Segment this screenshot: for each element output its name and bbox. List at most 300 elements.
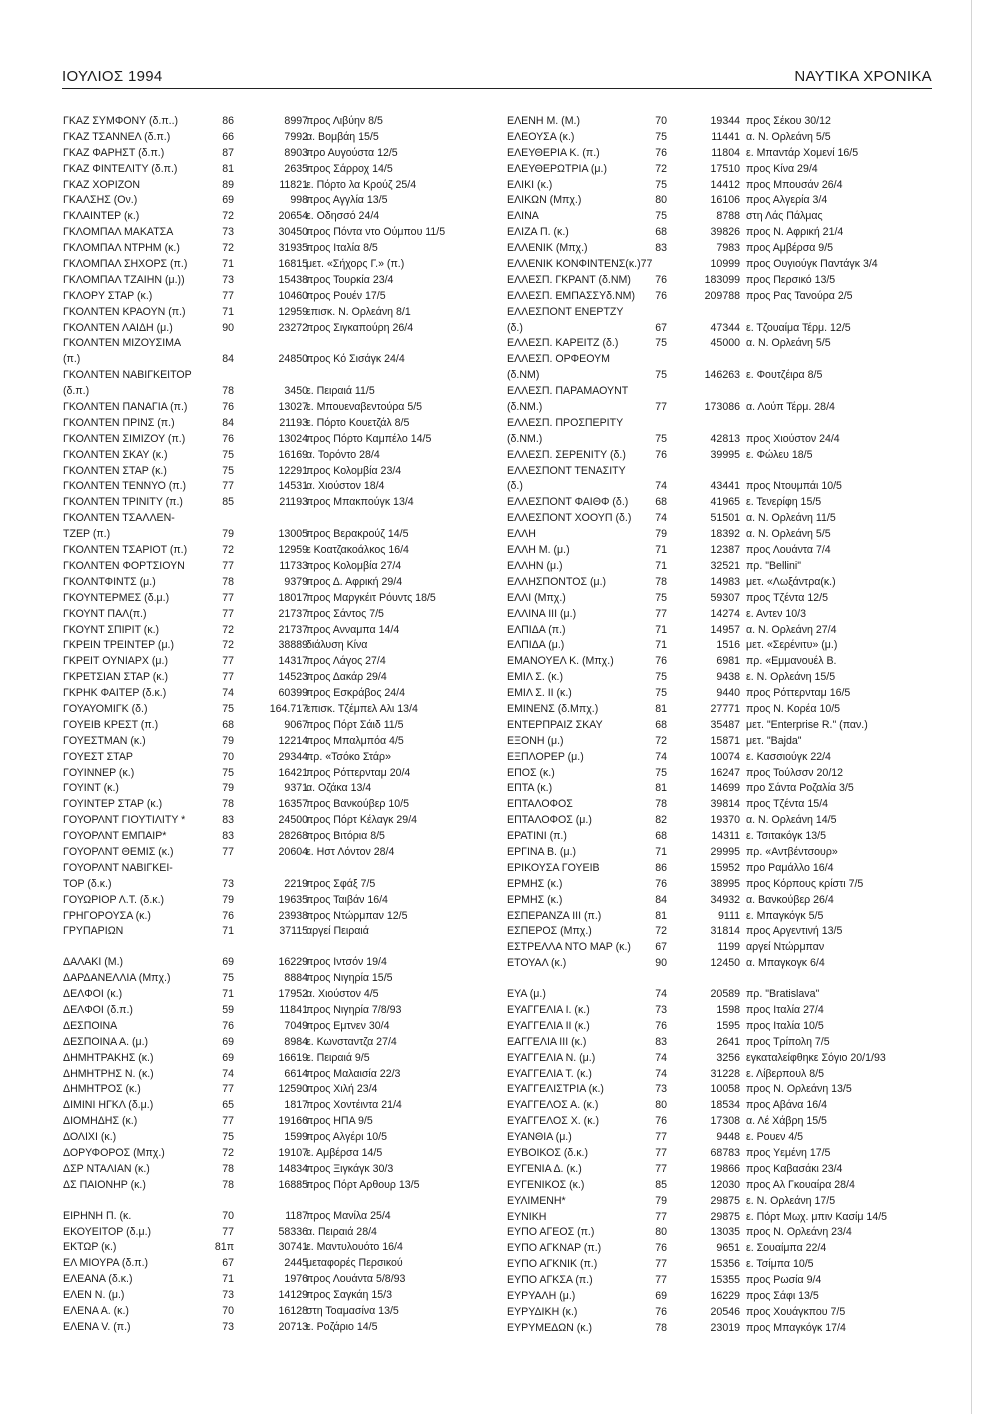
ship-year: 83 xyxy=(222,814,234,827)
ship-year: 79 xyxy=(222,893,234,906)
ship-row xyxy=(63,209,473,225)
ship-row xyxy=(507,924,927,940)
ship-tonnage: 8884 xyxy=(284,972,308,985)
ship-status: ε. Αμβέρσα 14/5 xyxy=(306,1147,383,1159)
ship-status: προς Λιβύην 8/5 xyxy=(306,115,383,127)
ship-status: εγκαταλείφθηκε Σόγιο 20/1/93 xyxy=(746,1051,886,1064)
ship-name: ΓΚΟΛΝΤΕΝ ΛΑΙΔΗ (μ.) xyxy=(63,321,173,334)
ship-status: ε. Κασσιούγκ 22/4 xyxy=(746,750,831,763)
ship-year: 79 xyxy=(655,1194,667,1207)
ship-status: διάλυση Κίνα xyxy=(306,639,368,652)
ship-tonnage: 14317 xyxy=(278,655,308,668)
ship-tonnage: 30741 xyxy=(278,1241,308,1254)
ship-year: 76 xyxy=(655,1019,667,1032)
ship-name: ΔΙΟΜΗΔΗΣ (κ.) xyxy=(63,1115,138,1128)
ship-row xyxy=(63,670,473,686)
ship-tonnage: 16128 xyxy=(278,1305,308,1318)
ship-row xyxy=(507,940,927,956)
ship-tonnage: 6614 xyxy=(284,1067,308,1080)
ship-row xyxy=(507,321,927,337)
ship-status: προς Τζέντα 15/4 xyxy=(746,798,828,811)
ship-name: ΕΛΠΙΔΑ (π.) xyxy=(507,623,566,636)
ship-tonnage: 11804 xyxy=(711,146,740,159)
ship-row xyxy=(507,1194,927,1210)
ship-status: προς Πόρτο Καμπέλο 14/5 xyxy=(306,432,432,445)
ship-year: 76 xyxy=(222,432,234,445)
ship-name: ΕΥΓΕΝΙΑ Δ. (κ.) xyxy=(507,1162,582,1175)
ship-status: προς Αλ Γκουαίρα 28/4 xyxy=(746,1178,855,1191)
ship-status: επισκ. Τζέμπελ Αλι 13/4 xyxy=(306,702,418,715)
ship-year: 81 xyxy=(222,162,234,175)
ship-status: προς Ντουμπάι 10/5 xyxy=(746,480,842,493)
ship-tonnage: 2219 xyxy=(284,877,308,890)
ship-year: 71 xyxy=(222,925,234,938)
ship-row xyxy=(507,352,927,368)
ship-row xyxy=(63,321,473,337)
ship-year: 72 xyxy=(222,639,234,652)
ship-tonnage: 11733 xyxy=(279,559,308,572)
ship-year: 71 xyxy=(222,1273,234,1286)
ship-name: ΔΕΛΦΟΙ (κ.) xyxy=(63,988,123,1001)
ship-tonnage: 18534 xyxy=(710,1099,740,1112)
ship-year: 72 xyxy=(222,544,234,557)
ship-year: 74 xyxy=(655,988,667,1001)
ship-status: προς Ρόττερνταμ 16/5 xyxy=(746,687,851,700)
ship-tonnage: 9379 xyxy=(284,575,308,588)
ship-name: ΕΜΙΛ Σ. ΙΙ (κ.) xyxy=(507,687,572,700)
ship-name: ΓΚΟΛΝΤΕΝ ΤΣΑΡΙΟΤ (π.) xyxy=(63,544,188,557)
ship-tonnage: 20546 xyxy=(710,1305,740,1318)
ship-row xyxy=(507,1241,927,1257)
ship-status: προς Χιλή 23/4 xyxy=(306,1083,378,1096)
ship-year: 77 xyxy=(222,559,234,572)
ship-row xyxy=(63,1019,473,1035)
ship-status: προς Εμτνεν 30/4 xyxy=(306,1019,390,1032)
ship-status: α. Λέ Χάβρη 15/5 xyxy=(746,1115,827,1128)
ship-name: ΕΛΛΕΣΠΟΝΤ ΤΕΝΑΣΙΤΥ xyxy=(507,464,626,477)
ship-row xyxy=(63,845,473,861)
ship-name: ΕΥΓΕΝΙΚΟΣ (κ.) xyxy=(507,1178,585,1191)
ship-tonnage: 16247 xyxy=(710,766,740,779)
ship-status: προς Αγγλία 13/5 xyxy=(306,194,388,207)
ship-status: ε. Ν. Ορλεάνη 15/5 xyxy=(746,671,836,684)
ship-status: προ Αυγούστα 12/5 xyxy=(306,146,398,159)
ship-status: προς Νιγηρία 7/8/93 xyxy=(306,1003,402,1016)
ship-year: 77 xyxy=(222,480,234,493)
ship-row xyxy=(507,575,927,591)
ship-tonnage: 21737 xyxy=(278,607,308,620)
ship-status: ε. Φουτζέιρα 8/5 xyxy=(746,369,823,382)
ship-year: 75 xyxy=(655,591,667,604)
ship-tonnage: 32521 xyxy=(710,559,740,572)
ship-name: ΕΥΑΝΘΙΑ (μ.) xyxy=(507,1131,572,1144)
ship-name: ΕΛΛΗΣΠΟΝΤΟΣ (μ.) xyxy=(507,575,607,588)
ship-row xyxy=(507,797,927,813)
ship-year: 78 xyxy=(222,798,234,811)
ship-status: προς Κό Σισάγκ 24/4 xyxy=(306,353,405,366)
ship-row xyxy=(63,1304,473,1320)
ship-tonnage: 19166 xyxy=(278,1115,308,1128)
ship-row xyxy=(63,702,473,718)
ship-year: 67 xyxy=(655,321,667,334)
ship-year: 77 xyxy=(655,1274,667,1287)
ship-row xyxy=(507,448,927,464)
ship-status: προς Αμβέρσα 9/5 xyxy=(746,242,834,255)
ship-row xyxy=(63,829,473,845)
ship-status: προς Βανκούβερ 10/5 xyxy=(306,798,410,811)
ship-tonnage: 16885 xyxy=(278,1178,308,1191)
ship-tonnage: 9371 xyxy=(284,782,308,795)
ship-status: ε. Τσιτακόγκ 13/5 xyxy=(746,830,826,843)
ship-status: ε. Μπαγκόγκ 5/5 xyxy=(746,909,824,922)
ship-year: 75 xyxy=(655,178,667,191)
ship-tonnage: 43441 xyxy=(710,480,740,493)
ship-row xyxy=(63,289,473,305)
ship-name: ΕΥΑ (μ.) xyxy=(507,988,546,1001)
ship-row xyxy=(63,718,473,734)
ship-status: προς Ν. Κορέα 10/5 xyxy=(746,702,841,715)
ship-row xyxy=(507,1003,927,1019)
ship-tonnage: 29344 xyxy=(278,750,308,763)
ship-year: 81 xyxy=(655,702,667,715)
ship-tonnage: 60399 xyxy=(278,687,308,700)
ship-name: ΕΛΕΥΘΕΡΩΤΡΙΑ (μ.) xyxy=(507,162,607,175)
ship-year: 74 xyxy=(655,480,667,493)
ship-name: ΕΚΟΥΕΙΤΟΡ (δ.μ.) xyxy=(63,1225,152,1238)
ship-year: 83 xyxy=(655,242,667,255)
ship-year: 66 xyxy=(222,130,234,143)
ship-status: προς Σιγκαπούρη 26/4 xyxy=(306,321,414,334)
ship-row xyxy=(63,432,473,448)
ship-name: ΓΚΑΖ ΣΥΜΦΟΝΥ (δ.π..) xyxy=(63,115,179,127)
ship-name: ΤΖΕΡ (π.) xyxy=(63,528,111,541)
ship-name: ΓΚΡΕΙΝ ΤΡΕΙΝΤΕΡ (μ.) xyxy=(63,639,175,652)
ship-year: 76 xyxy=(655,289,667,302)
ship-status: α. Πειραιά 28/4 xyxy=(306,1225,377,1238)
ship-year: 86 xyxy=(655,861,667,874)
ship-tonnage: 18017 xyxy=(278,591,308,604)
ship-tonnage: 28268 xyxy=(278,830,308,843)
ship-name: ΔΕΣΠΟΙΝΑ Α. (μ.) xyxy=(63,1035,149,1048)
ship-year: 68 xyxy=(655,718,667,731)
ship-status: προς Σάντος 7/5 xyxy=(306,607,384,620)
ship-year: 84 xyxy=(222,416,234,429)
ship-row xyxy=(507,591,927,607)
ship-status: προς Αλγερία 3/4 xyxy=(746,194,828,207)
ship-row xyxy=(507,1178,927,1194)
ship-status: ε. Σουαίμπα 22/4 xyxy=(746,1242,827,1255)
ship-row xyxy=(507,623,927,639)
ship-name: ΕΛΛΕΝΙΚ (Μπχ.) xyxy=(507,242,588,255)
ship-tonnage: 3256 xyxy=(716,1051,740,1064)
issue-date: ΙΟΥΛΙΟΣ 1994 xyxy=(62,68,163,85)
ship-row xyxy=(63,1272,473,1288)
ship-status: προς Πόρτ Σάιδ 11/5 xyxy=(306,718,404,731)
ship-name: ΕΛΛΕΣΠΟΝΤ ΕΝΕΡΤΖΥ xyxy=(507,305,624,318)
ship-row xyxy=(507,1035,927,1051)
ship-year: 76 xyxy=(655,1242,667,1255)
ship-year: 77 xyxy=(222,591,234,604)
ship-year: 78 xyxy=(222,575,234,588)
ship-row xyxy=(507,1210,927,1226)
ship-status: ε. Πόρτο λα Κρούζ 25/4 xyxy=(306,178,417,191)
ship-status: προς Λουάντα 5/8/93 xyxy=(306,1273,406,1286)
ship-status: ε. Ρουεν 4/5 xyxy=(746,1131,804,1144)
ship-tonnage: 1187 xyxy=(285,1209,308,1222)
ship-name: ΕΛΛΗ xyxy=(507,528,536,541)
ship-year: 71 xyxy=(655,559,667,572)
ship-tonnage: 8984 xyxy=(284,1035,308,1048)
ship-name: ΕΛΛΕΝΙΚ ΚΟΝΦΙΝΤΕΝΣ(κ.)77 xyxy=(507,258,653,271)
ship-row xyxy=(507,813,927,829)
ship-row xyxy=(63,495,473,511)
ship-tonnage: 21193 xyxy=(279,496,308,509)
ship-row xyxy=(63,861,473,877)
ship-tonnage: 27771 xyxy=(710,702,740,715)
ship-status: προς Τρίπολη 7/5 xyxy=(746,1035,830,1048)
ship-row xyxy=(507,845,927,861)
ship-name: ΓΚΟΛΝΤΕΝ ΤΣΑΛΛΕΝ- xyxy=(63,512,175,525)
ship-year: 68 xyxy=(655,496,667,509)
ship-tonnage: 20589 xyxy=(710,988,740,1001)
ship-status: προς Λάγος 27/4 xyxy=(306,655,386,668)
ship-name: ΓΡΥΠΑΡΙΩΝ xyxy=(63,925,124,938)
ship-row xyxy=(63,1240,473,1256)
ship-tonnage: 173086 xyxy=(704,401,740,414)
ship-name: ΕΛΛΕΣΠ. ΕΜΠΑΣΣΥδ.ΝΜ) xyxy=(507,289,635,302)
ship-name: (δ.ΝΜ.) xyxy=(507,401,543,414)
ship-name: ΔΣΡ ΝΤΑΛΙΑΝ (κ.) xyxy=(63,1162,150,1175)
ship-name: ΕΛΛΕΣΠΟΝΤ ΧΟΟΥΠ (δ.) xyxy=(507,512,632,525)
ship-name: ΕΛΛΕΣΠ. ΟΡΦΕΟΥΜ xyxy=(507,353,610,366)
ship-tonnage: 14834 xyxy=(278,1162,308,1175)
ship-status: ε. Μαντυλουότο 16/4 xyxy=(306,1241,403,1254)
ship-year: 73 xyxy=(655,1003,667,1016)
ship-year: 76 xyxy=(222,909,234,922)
ship-name: ΕΛ ΜΙΟΥΡΑ (δ.π.) xyxy=(63,1257,149,1270)
ship-tonnage: 34932 xyxy=(710,893,740,906)
ship-name: ΕΡΜΗΣ (κ.) xyxy=(507,877,563,890)
ship-name: ΕΛΕΝΗ Μ. (Μ.) xyxy=(507,115,580,127)
ship-status: μετ. «Σήχορς Γ.» (π.) xyxy=(306,258,405,271)
ship-year: 77 xyxy=(222,671,234,684)
ship-year: 75 xyxy=(222,448,234,461)
ship-year: 68 xyxy=(655,830,667,843)
ship-tonnage: 11841 xyxy=(279,1003,308,1016)
ship-row xyxy=(507,1162,927,1178)
ship-tonnage: 12959 xyxy=(278,544,308,557)
ship-tonnage: 29875 xyxy=(710,1194,740,1207)
ship-name: ΕΛΕΥΘΕΡΙΑ Κ. (π.) xyxy=(507,146,600,159)
ship-name: ΓΚΟΛΝΤΕΝ ΤΕΝΝΥΟ (π.) xyxy=(63,480,187,493)
ship-tonnage: 12291 xyxy=(278,464,308,477)
ship-name: ΓΚΛΟΡΥ ΣΤΑΡ (κ.) xyxy=(63,289,153,302)
ship-name: ΕΛΛΕΣΠ. ΠΑΡΑΜΑΟΥΝΤ xyxy=(507,385,629,398)
ship-name: ΕΛΛΗ Μ. (μ.) xyxy=(507,544,570,557)
ship-row xyxy=(507,638,927,654)
ship-year: 85 xyxy=(655,1178,667,1191)
ship-name: ΕΥΠΟ ΑΓΕΟΣ (π.) xyxy=(507,1226,595,1239)
page-edge-line xyxy=(971,0,972,1414)
ship-year: 76 xyxy=(222,401,234,414)
ship-tonnage: 12214 xyxy=(278,734,308,747)
ship-row xyxy=(63,193,473,209)
ship-name: ΕΛΛΕΣΠ. ΠΡΟΣΠΕΡΙΤΥ xyxy=(507,416,624,429)
ship-year: 70 xyxy=(222,750,234,763)
ship-row xyxy=(507,1130,927,1146)
ship-tonnage: 23019 xyxy=(710,1321,740,1334)
ship-status: προς Ταιβάν 16/4 xyxy=(306,893,388,906)
ship-name: ΕΥΡΥΜΕΔΩΝ (κ.) xyxy=(507,1321,593,1334)
ship-name: ΕΥΑΓΓΕΛΟΣ Χ. (κ.) xyxy=(507,1115,599,1128)
ship-year: 71 xyxy=(655,623,667,636)
ship-name: ΕΞΟΝΗ (μ.) xyxy=(507,734,564,747)
ship-name: ΕΜΑΝΟΥΕΛ Κ. (Μπχ.) xyxy=(507,655,614,668)
ship-row xyxy=(63,1051,473,1067)
ship-status: προς Ρωσία 9/4 xyxy=(746,1274,822,1287)
ship-name: ΓΚΑΖ ΦΑΡΗΣΤ (δ.π.) xyxy=(63,146,165,159)
ship-tonnage: 1976 xyxy=(284,1273,308,1286)
ship-name: ΔΟΡΥΦΟΡΟΣ (Μπχ.) xyxy=(63,1147,165,1159)
ship-tonnage: 38995 xyxy=(710,877,740,890)
ship-row xyxy=(507,511,927,527)
ship-row xyxy=(63,1162,473,1178)
ship-row xyxy=(507,1289,927,1305)
ship-tonnage: 14129 xyxy=(278,1289,308,1302)
ship-tonnage: 14274 xyxy=(710,607,740,620)
ship-year: 76 xyxy=(655,877,667,890)
ship-name: ΕΛΠΙΔΑ (μ.) xyxy=(507,639,565,652)
ship-tonnage: 16619 xyxy=(278,1051,308,1064)
ship-name: ΓΚΟΛΝΤΕΝ ΣΚΑΥ (κ.) xyxy=(63,448,168,461)
ship-row xyxy=(507,305,927,321)
ship-tonnage: 16229 xyxy=(710,1290,740,1303)
ship-row xyxy=(507,956,927,972)
ship-row xyxy=(507,257,927,273)
ship-name: ΔΟΛΙΧΙ (κ.) xyxy=(63,1131,117,1144)
left-column xyxy=(63,114,473,1336)
ship-tonnage: 19370 xyxy=(710,814,740,827)
ship-tonnage: 16229 xyxy=(278,956,308,969)
ship-tonnage: 13035 xyxy=(710,1226,740,1239)
ship-name: ΕΛΛΕΣΠ. ΓΚΡΑΝΤ (δ.ΝΜ) xyxy=(507,273,631,286)
ship-name: ΓΡΗΓΟΡΟΥΣΑ (κ.) xyxy=(63,909,151,922)
ship-tonnage: 47344 xyxy=(710,321,740,334)
ship-status: προς Ρας Τανούρα 2/5 xyxy=(746,289,853,302)
ship-year: 86 xyxy=(222,115,234,127)
ship-name: ΕΥΑΓΓΕΛΙΑ ΙΙ (κ.) xyxy=(507,1019,590,1032)
ship-year: 80 xyxy=(655,194,667,207)
ship-tonnage: 20654 xyxy=(278,210,308,223)
ship-name: ΕΥΛΙΜΕΝΗ* xyxy=(507,1194,566,1207)
ship-year: 80 xyxy=(655,1099,667,1112)
ship-name: ΓΚΟΛΝΤΕΝ ΦΟΡΤΣΙΟΥΝ xyxy=(63,559,185,572)
ship-name: ΕΝΤΕΡΠΡΑΙΖ ΣΚΑΥ xyxy=(507,718,603,731)
ship-name: ΕΥΑΓΓΕΛΙΑ Ν. (μ.) xyxy=(507,1051,596,1064)
ship-row xyxy=(63,623,473,639)
ship-year: 77 xyxy=(655,1258,667,1271)
ship-row xyxy=(63,607,473,623)
ship-row xyxy=(63,352,473,368)
ship-name: ΕΛΛΙΝΑ ΙΙΙ (μ.) xyxy=(507,607,577,620)
ship-tonnage: 19635 xyxy=(278,893,308,906)
ship-row xyxy=(507,1114,927,1130)
ship-year: 78 xyxy=(655,798,667,811)
ship-name: ΓΚΛΑΙΝΤΕΡ (κ.) xyxy=(63,210,140,223)
ship-status: προς Μπαγκόγκ 17/4 xyxy=(746,1321,846,1334)
ship-name: ΓΚΟΛΝΤΕΝ ΤΡΙΝΙΤΥ (π.) xyxy=(63,496,183,509)
ship-status: προς Ντώρμπαν 12/5 xyxy=(306,909,408,922)
ship-year: 75 xyxy=(222,766,234,779)
ship-name: (δ.ΝΜ) xyxy=(507,369,540,382)
ship-status: ε. Πειραιά 11/5 xyxy=(306,385,375,398)
ship-year: 79 xyxy=(222,528,234,541)
ship-year: 77 xyxy=(655,1147,667,1159)
ship-status: προς Τουρκία 23/4 xyxy=(306,273,394,286)
ship-status: προς Αλγέρι 10/5 xyxy=(306,1131,388,1144)
ship-status: ε. Πόρτο Κουετζάλ 8/5 xyxy=(306,416,410,429)
ship-name: ΤΟΡ (δ.κ.) xyxy=(63,877,112,890)
ship-status: προς Ιταλία 10/5 xyxy=(746,1019,824,1032)
ship-row xyxy=(507,1082,927,1098)
ship-year: 74 xyxy=(655,512,667,525)
ship-year: 71 xyxy=(222,988,234,1001)
ship-name: ΕΠΟΣ (κ.) xyxy=(507,766,555,779)
ship-tonnage: 30450 xyxy=(278,226,308,239)
ship-tonnage: 19344 xyxy=(710,115,740,127)
ship-status: α. Ν. Ορλεάνη 5/5 xyxy=(746,130,831,143)
ship-row xyxy=(507,1051,927,1067)
ship-name: ΔΕΣΠΟΙΝΑ xyxy=(63,1019,118,1032)
ship-tonnage: 9067 xyxy=(284,718,308,731)
ship-name: ΕΜΙΝΕΝΣ (δ.Μπχ.) xyxy=(507,702,599,715)
ship-year: 77 xyxy=(222,289,234,302)
ship-row xyxy=(507,670,927,686)
ship-row xyxy=(63,638,473,654)
ship-tonnage: 15871 xyxy=(710,734,740,747)
ship-name: ΓΚΑΖ ΦΙΝΤΕΛΙΤΥ (δ.π.) xyxy=(63,162,178,175)
ship-year: 78 xyxy=(222,1162,234,1175)
ship-tonnage: 21737 xyxy=(278,623,308,636)
ship-row xyxy=(507,1305,927,1321)
ship-tonnage: 14311 xyxy=(711,830,740,843)
ship-tonnage: 16169 xyxy=(278,448,308,461)
ship-name: ΓΟΥΟΡΛΝΤ ΝΑΒΙΓΚΕΙ- xyxy=(63,861,173,874)
ship-status: προς Μαλαισία 22/3 xyxy=(306,1067,401,1080)
ship-tonnage: 41965 xyxy=(710,496,740,509)
ship-row xyxy=(507,543,927,559)
ship-year: 72 xyxy=(222,623,234,636)
ship-tonnage: 209788 xyxy=(704,289,740,302)
ship-tonnage: 39995 xyxy=(710,448,740,461)
ship-year: 67 xyxy=(655,941,667,954)
ship-status: προς Χουάγκπου 7/5 xyxy=(746,1305,846,1318)
ship-year: 73 xyxy=(222,1320,234,1333)
ship-name: ΓΚΛΟΜΠΑΛ ΤΖΑΙΗΝ (μ.)) xyxy=(63,273,185,286)
ship-year: 71 xyxy=(655,639,667,652)
ship-status: πρ. «Τσόκο Στάρ» xyxy=(306,750,391,763)
ship-status: προς Ουγιούγκ Παντάγκ 3/4 xyxy=(746,258,878,271)
ship-name: ΓΟΥΙΝΝΕΡ (κ.) xyxy=(63,766,135,779)
ship-name: ΓΟΥΕΣΤ ΣΤΑΡ xyxy=(63,750,134,763)
ship-tonnage: 15438 xyxy=(278,273,308,286)
ship-year: 69 xyxy=(222,1051,234,1064)
ship-name: ΕΤΟΥΑΛ (κ.) xyxy=(507,957,567,970)
ship-name: ΓΚΡΗΚ ΦΑΙΤΕΡ (δ.κ.) xyxy=(63,687,167,700)
ship-row xyxy=(507,893,927,909)
ship-name: ΕΞΠΛΟΡΕΡ (μ.) xyxy=(507,750,584,763)
ship-tonnage: 37115 xyxy=(279,925,308,938)
